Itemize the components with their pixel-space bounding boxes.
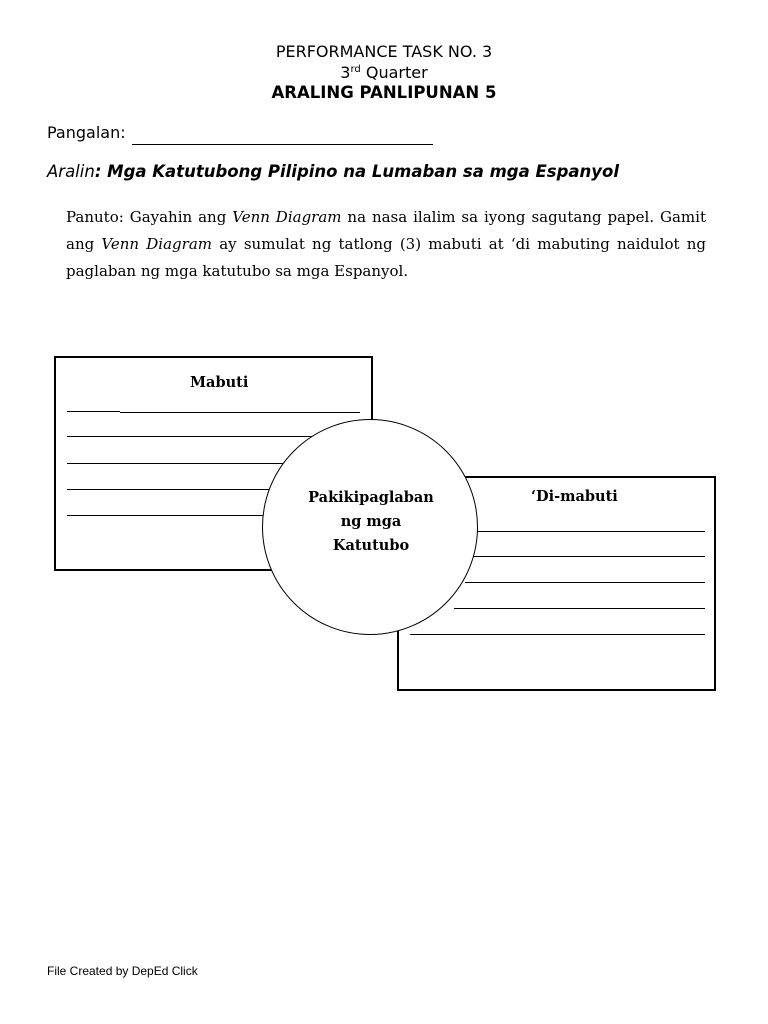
lesson-title: : Mga Katutubong Pilipino na Lumaban sa mga Espanyol: [94, 162, 620, 181]
mabuti-answer-line[interactable]: [67, 436, 317, 437]
quarter-suffix: rd: [350, 64, 361, 75]
center-label: [263, 486, 479, 558]
center-label-line: Katutubo: [332, 537, 410, 554]
di-mabuti-answer-line[interactable]: [454, 608, 705, 609]
mabuti-answer-line[interactable]: [67, 411, 120, 412]
di-mabuti-answer-line[interactable]: [459, 531, 705, 532]
lesson-row: [47, 160, 619, 184]
di-mabuti-answer-line[interactable]: [465, 582, 705, 583]
name-blank-line[interactable]: [132, 125, 433, 145]
instructions-text-1: Panuto: Gayahin ang: [66, 208, 233, 226]
center-label-line: ng mga: [340, 513, 402, 530]
worksheet-title: PERFORMANCE TASK NO. 3: [275, 42, 493, 61]
footer-credit: File Created by DepEd Click: [47, 964, 198, 978]
name-field-row: [47, 121, 433, 145]
lesson-label: Aralin: [47, 162, 95, 181]
quarter-label: [0, 63, 768, 83]
venn-center-circle: [262, 419, 478, 635]
quarter-number: 3: [340, 63, 351, 82]
mabuti-answer-line[interactable]: [120, 412, 360, 413]
di-mabuti-answer-line[interactable]: [410, 634, 705, 635]
subject-title: ARALING PANLIPUNAN 5: [271, 83, 497, 102]
mabuti-answer-line[interactable]: [67, 515, 277, 516]
instructions-paragraph: [66, 204, 706, 285]
quarter-text: Quarter: [365, 63, 428, 82]
center-label-line: Pakikipaglaban: [308, 489, 434, 506]
name-label: Pangalan:: [47, 123, 126, 142]
instructions-text-2: na nasa ilalim sa iyong sagutang papel. Gamit ang: [66, 208, 706, 253]
instructions-venn-term-2: Venn Diagram: [101, 235, 212, 253]
di-mabuti-heading: ‘Di-mabuti: [531, 488, 618, 505]
mabuti-answer-line[interactable]: [67, 489, 287, 490]
mabuti-heading: Mabuti: [190, 374, 249, 391]
di-mabuti-answer-line[interactable]: [461, 556, 705, 557]
instructions-text-3: ay sumulat ng tatlong (3) mabuti at ‘di mabuting naidulot ng paglaban ng mga katutubo sa mga Espanyol.: [66, 235, 706, 280]
mabuti-answer-line[interactable]: [67, 463, 297, 464]
instructions-venn-term-1: Venn Diagram: [232, 208, 342, 226]
